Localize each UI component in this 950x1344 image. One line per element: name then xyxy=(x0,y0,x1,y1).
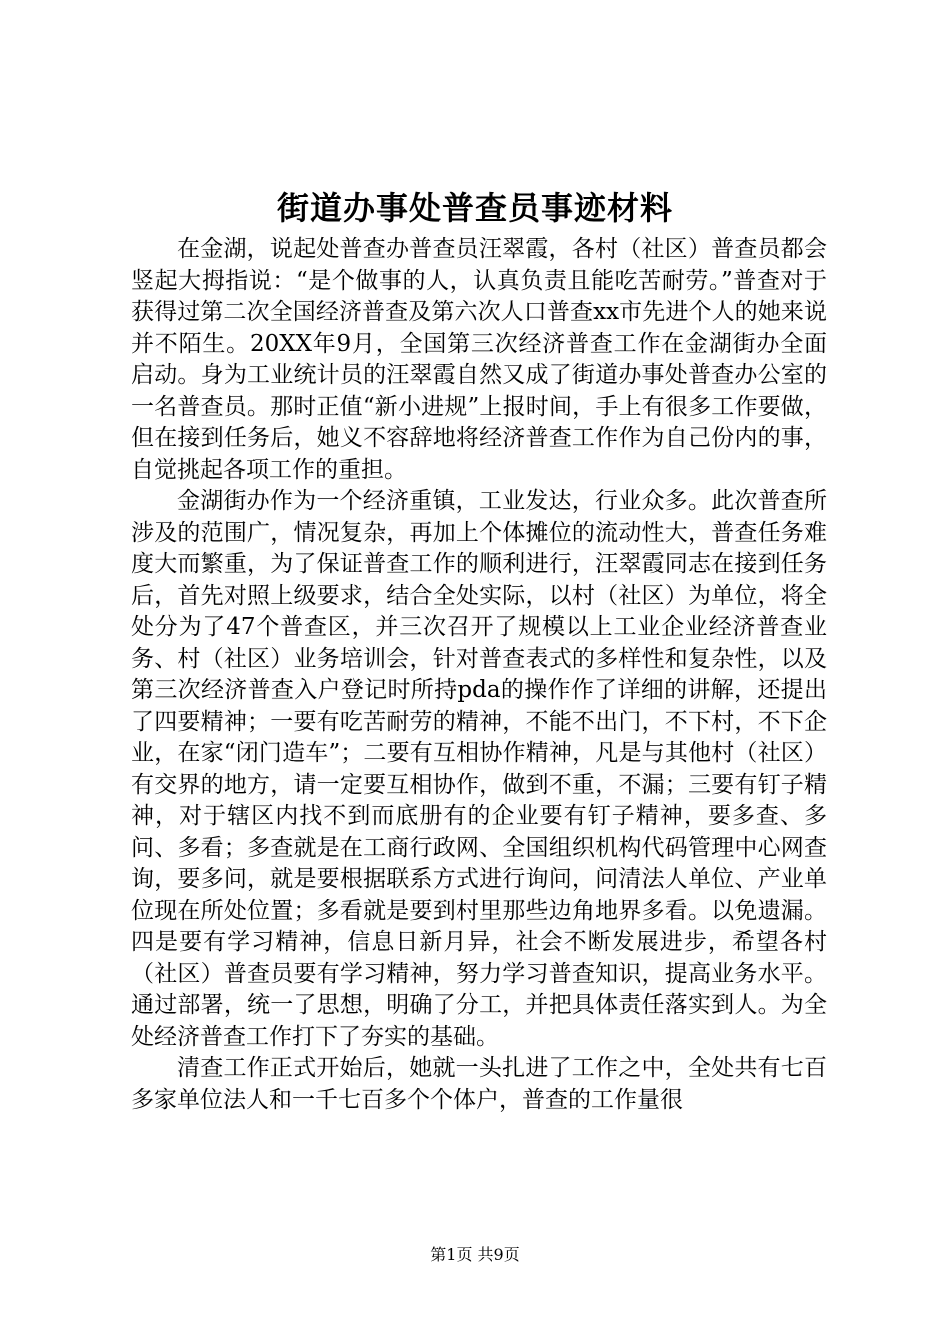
paragraph-3: 清查工作正式开始后，她就一头扎进了工作之中，全处共有七百多家单位法人和一千七百多个个体户，普查的工作量很 xyxy=(131,1055,827,1113)
document-title: 街道办事处普查员事迹材料 xyxy=(276,189,673,227)
paragraph-2: 金湖街办作为一个经济重镇，工业发达，行业众多。此次普查所涉及的范围广，情况复杂，再加上个体摊位的流动性大，普查任务难度大而繁重，为了保证普查工作的顺利进行，汪翠霞同志在接到任务后，首先对照上级要求，结合全处实际，以村（社区）为单位，将全处分为了47个普查区，并三次召开了规模以上工业企业经济普查业务、村（社区）业务培训会，针对普查表式的多样性和复杂性，以及第三次经济普查入户登记时所持pda的操作作了详细的讲解，还提出了四要精神；一要有吃苦耐劳的精神，不能不出门，不下村，不下企业，在家“闭门造车”；二要有互相协作精神，凡是与其他村（社区）有交界的地方，请一定要互相协作，做到不重，不漏；三要有钉子精神，对于辖区内找不到而底册有的企业要有钉子精神，要多查、多问、多看；多查就是在工商行政网、全国组织机构代码管理中心网查询，要多问，就是要根据联系方式进行询问，问清法人单位、产业单位现在所处位置；多看就是要到村里那些边角地界多看。以免遗漏。四是要有学习精神，信息日新月异，社会不断发展进步，希望各村（社区）普查员要有学习精神，努力学习普查知识，提高业务水平。通过部署，统一了思想，明确了分工，并把具体责任落实到人。为全处经济普查工作打下了夯实的基础。 xyxy=(131,488,827,1050)
paragraph-1: 在金湖，说起处普查办普查员汪翠霞，各村（社区）普查员都会竖起大拇指说：“是个做事的人，认真负责且能吃苦耐劳。”普查对于获得过第二次全国经济普查及第六次人口普查xx市先进个人的她来说并不陌生。20XX年9月，全国第三次经济普查工作在金湖街办全面启动。身为工业统计员的汪翠霞自然又成了街道办事处普查办公室的一名普查员。那时正值“新小进规”上报时间，手上有很多工作要做，但在接到任务后，她义不容辞地将经济普查工作作为自己份内的事，自觉挑起各项工作的重担。 xyxy=(131,236,827,483)
page-footer: 第1页 共9页 xyxy=(430,1245,520,1264)
document-body xyxy=(131,234,827,1116)
